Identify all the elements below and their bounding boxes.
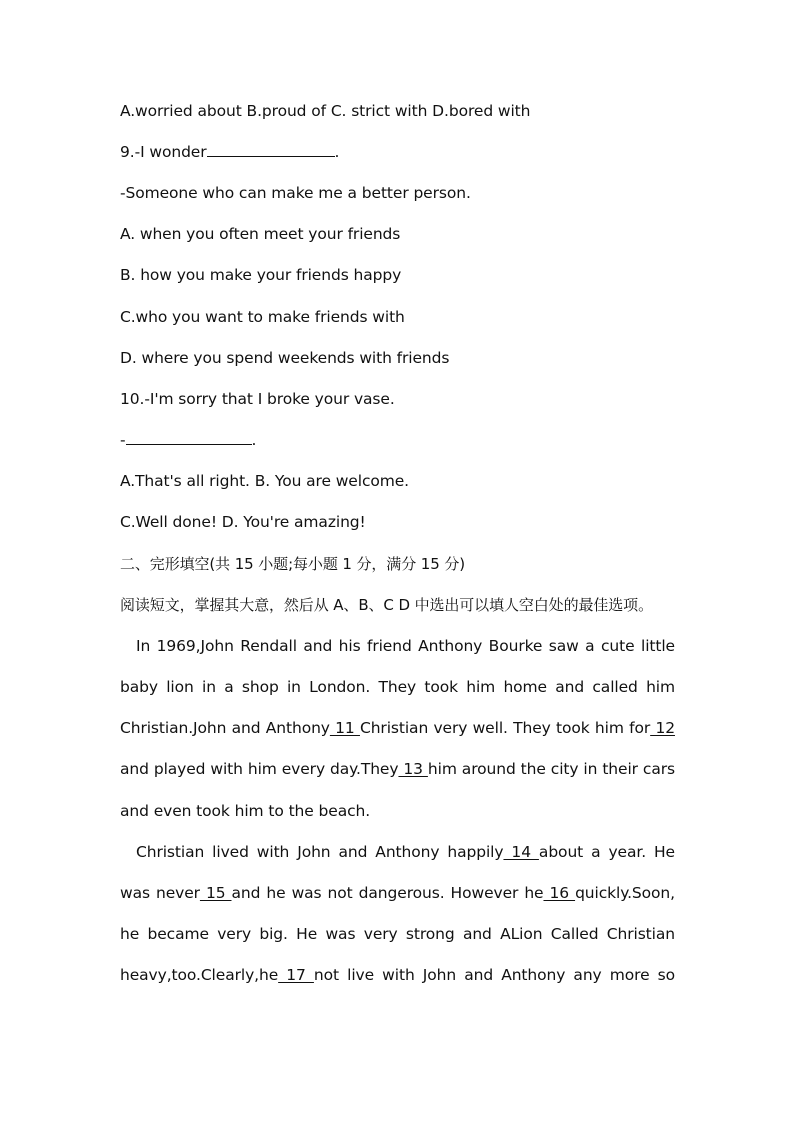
blank-15: 15 [199,884,232,902]
blank-13: 13 [398,760,428,778]
passage-line: he became very big. He was very strong and ALion Called Christian [120,925,675,943]
question-9-text: 9.-I wonder [120,143,207,161]
passage-line: baby lion in a shop in London. They took him home and called him [120,678,675,696]
question-9-prompt [120,141,675,163]
question-9-option-b: B. how you make your friends happy [120,266,402,284]
passage-text: Christian.John and Anthony [120,719,330,737]
blank-14: 14 [503,843,539,861]
question-9-option-c: C.who you want to make friends with [120,308,405,326]
blank-16: 16 [543,884,576,902]
question-9-option-a: A. when you often meet your friends [120,225,401,243]
passage-text: Christian lived with John and Anthony happily [136,843,504,861]
answer-blank [207,141,335,157]
passage-text: not live with John and Anthony any more so [313,966,675,984]
passage-text: was never [120,884,200,902]
passage-text: and he was not dangerous. However he [231,884,544,902]
reply-end: . [251,431,257,449]
blank-11: 11 [329,719,360,737]
passage-text: him around the city in their cars [427,760,675,778]
passage-text: and played with him every day.They [120,760,399,778]
question-8-options: A.worried about B.proud of C. strict with D.bored with [120,102,531,120]
passage-text: Christian very well. They took him for [359,719,651,737]
question-10-reply [120,429,675,451]
passage-line [120,758,675,780]
question-9-reply: -Someone who can make me a better person. [120,184,471,202]
section-instruction: 阅读短文，掌握其大意，然后从 A、B、C D 中选出可以填人空白处的最佳选项。 [120,596,653,614]
question-10-options-cd: C.Well done! D. You're amazing! [120,513,366,531]
blank-17: 17 [278,966,314,984]
passage-line [120,717,675,739]
section-heading: 二、完形填空(共 15 小题;每小题 1 分，满分 15 分) [120,555,465,573]
question-10-options-ab: A.That's all right. B. You are welcome. [120,472,410,490]
passage-text: heavy,too.Clearly,he [120,966,279,984]
passage-line [120,841,675,863]
question-10-prompt: 10.-I'm sorry that I broke your vase. [120,390,395,408]
passage-line [120,882,675,904]
passage-text: quickly.Soon, [575,884,675,902]
passage-line [120,964,675,986]
question-9-end: . [334,143,340,161]
passage-line: In 1969,John Rendall and his friend Anthony Bourke saw a cute little [136,637,675,655]
question-9-option-d: D. where you spend weekends with friends [120,349,450,367]
passage-text: about a year. He [538,843,675,861]
passage-line: and even took him to the beach. [120,802,371,820]
reply-dash: - [120,431,126,449]
answer-blank [126,429,252,445]
blank-12: 12 [650,719,675,737]
